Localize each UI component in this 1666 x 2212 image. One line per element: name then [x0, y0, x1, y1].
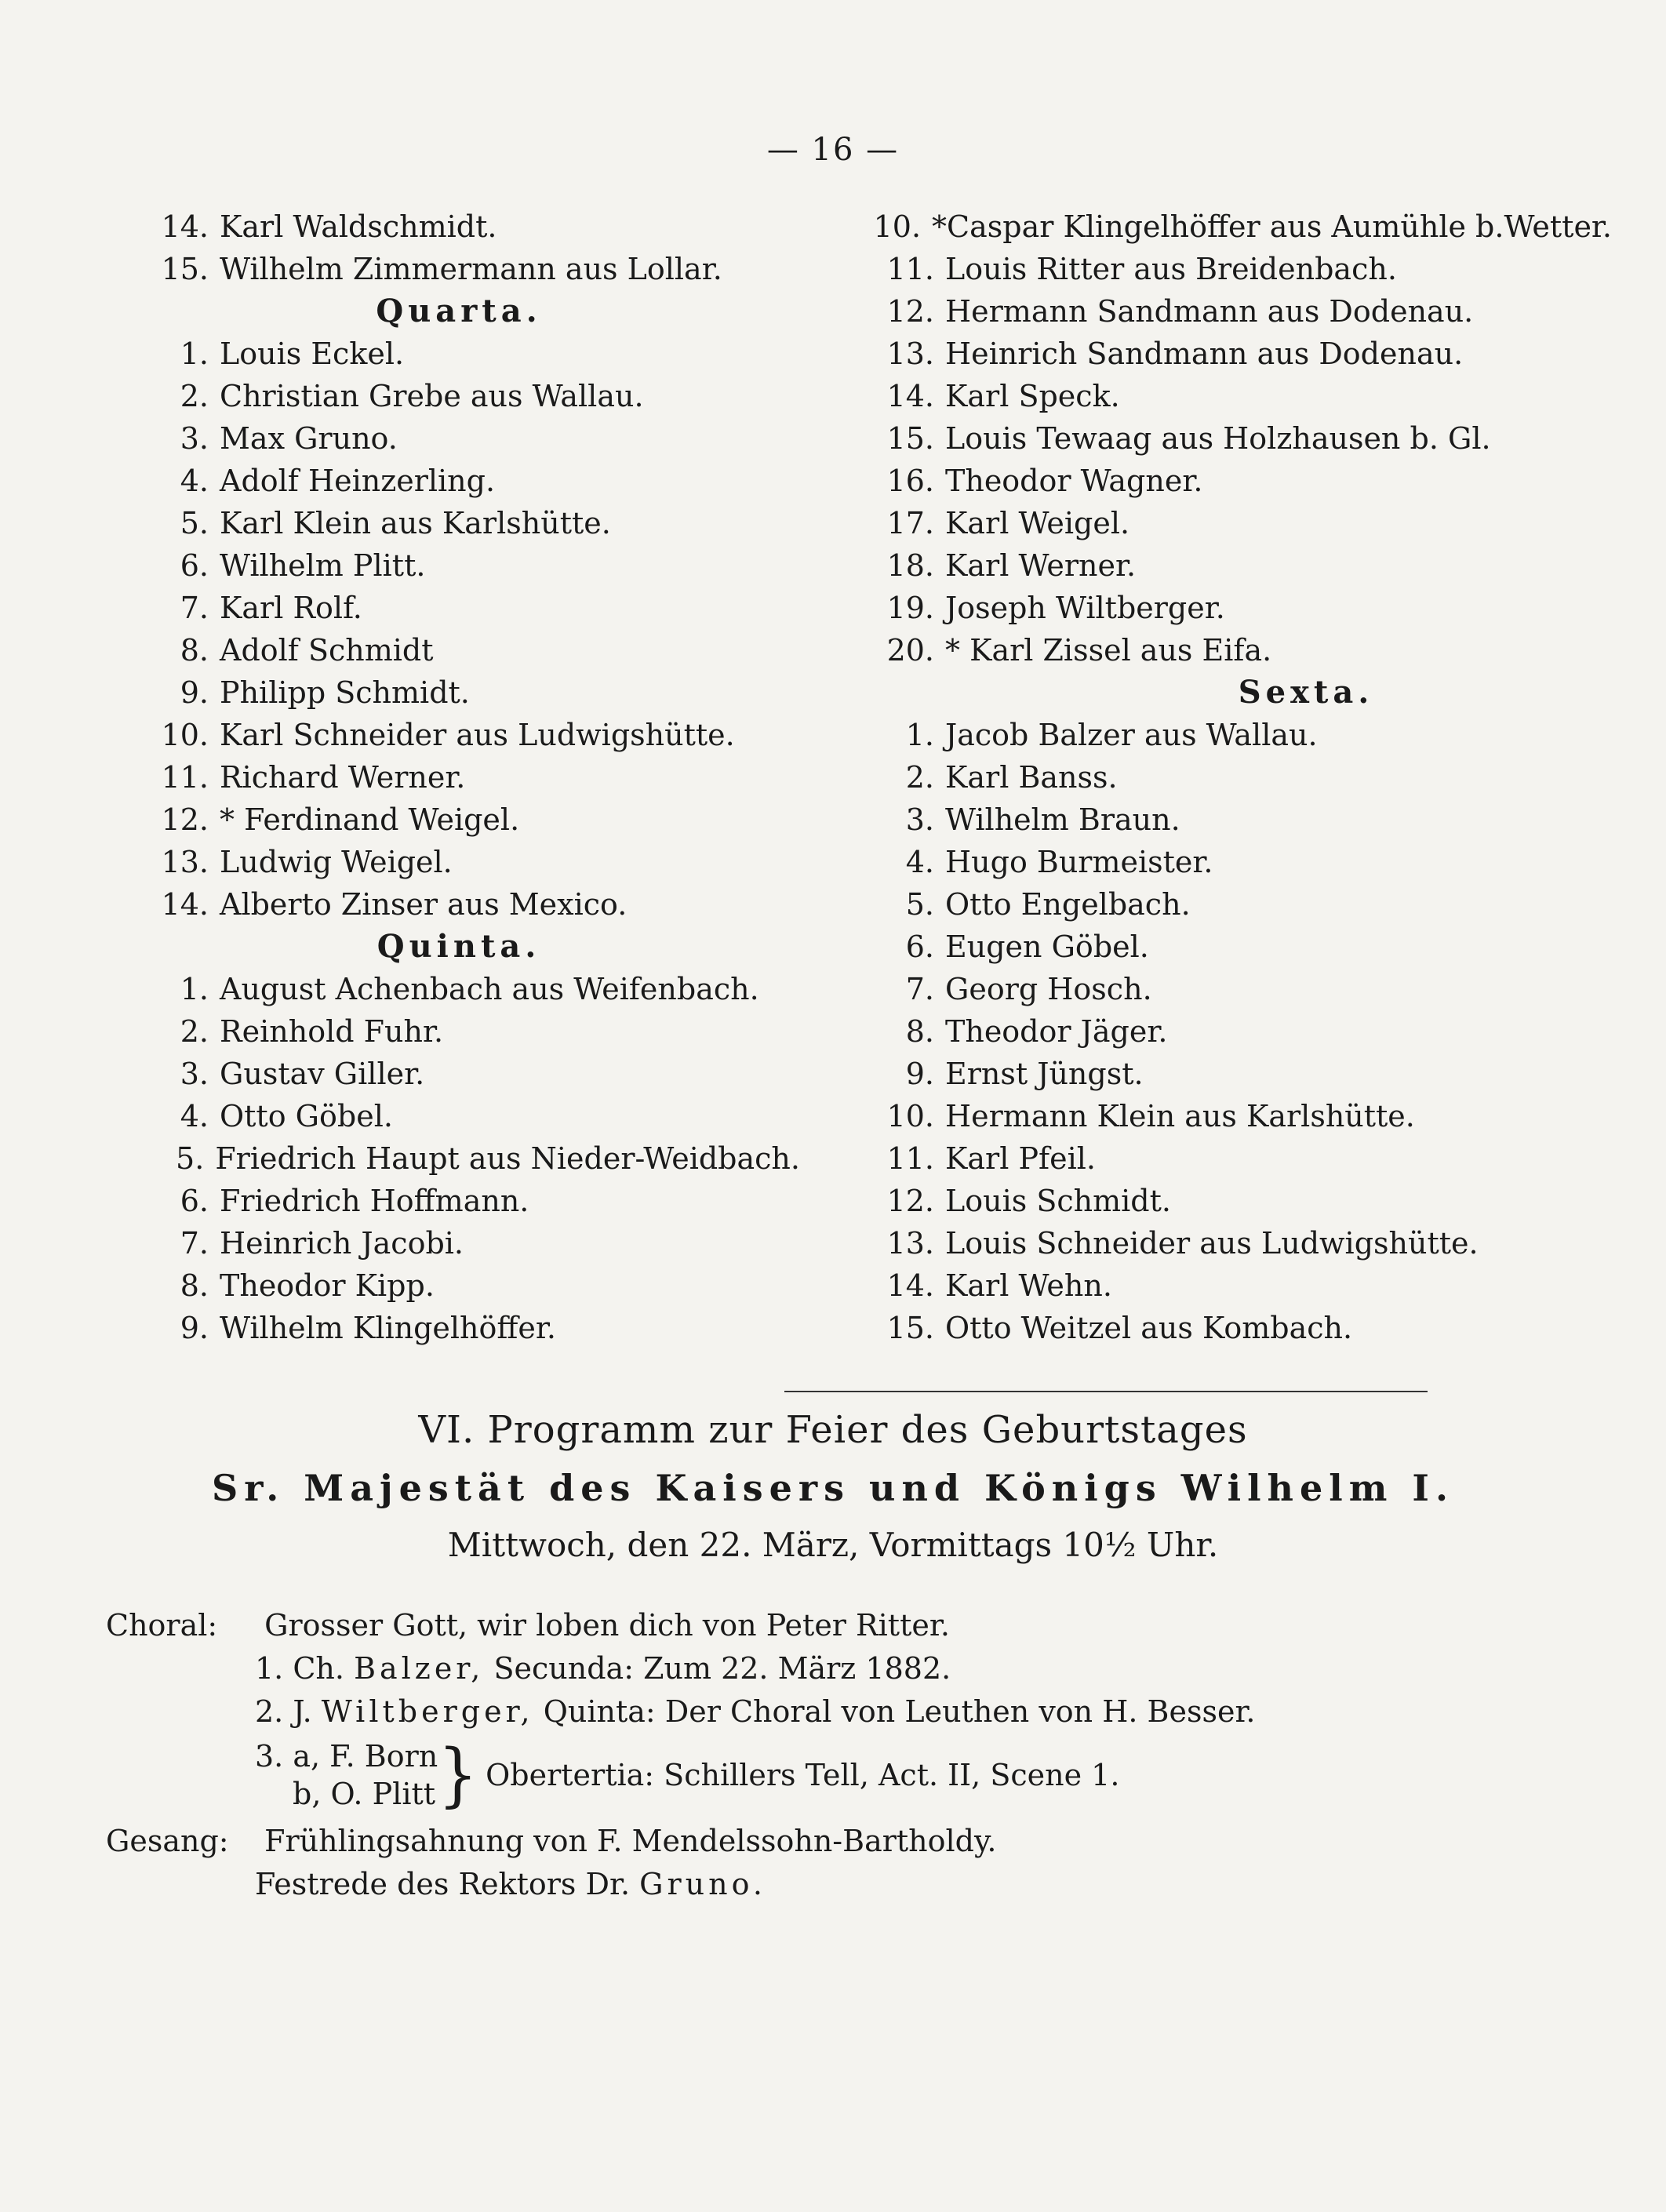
quarta-heading: Quarta. [376, 293, 542, 329]
list-item [859, 1095, 1612, 1137]
sexta-list [859, 714, 1612, 1349]
item3-b-prefix: b, O. [293, 1777, 363, 1811]
festrede-line [255, 1867, 766, 1901]
item-number: 13. [886, 1226, 934, 1261]
item-name: Eugen Göbel. [945, 930, 1149, 964]
item-number: 20. [886, 633, 934, 668]
item-name: Louis Schneider aus Ludwigshütte. [945, 1226, 1479, 1261]
item-number: 11. [886, 252, 934, 286]
divider-rule [784, 1391, 1428, 1392]
item-number: 5. [180, 506, 209, 540]
choral-text: Grosser Gott, wir loben dich von Peter Ritter. [264, 1608, 950, 1643]
majesty-line: Sr. Majestät des Kaisers und Königs Wilhelm I. [212, 1467, 1454, 1509]
left-column [118, 206, 800, 1349]
item-name: Karl Schneider aus Ludwigshütte. [220, 718, 735, 752]
item-number: 12. [161, 802, 209, 837]
item-number: 2. [905, 760, 934, 795]
list-item [118, 544, 800, 587]
list-item [859, 460, 1612, 502]
item-number: 6. [180, 1184, 209, 1218]
list-item [859, 1264, 1612, 1307]
list-item [859, 248, 1612, 290]
list-item [118, 714, 800, 756]
item-name: *Caspar Klingelhöffer aus Aumühle b.Wetter. [932, 209, 1612, 244]
item-name: Wilhelm Braun. [945, 802, 1180, 837]
list-item [118, 841, 800, 883]
item-number: 7. [905, 972, 934, 1006]
item-number: 3. [905, 802, 934, 837]
list-item [859, 714, 1612, 756]
item-number: 8. [180, 633, 209, 668]
list-item [859, 629, 1612, 671]
item-number: 18. [886, 548, 934, 583]
item-name: August Achenbach aus Weifenbach. [220, 972, 759, 1006]
item-number: 10. [161, 718, 209, 752]
right-top-list [859, 206, 1612, 671]
item-name: Hugo Burmeister. [945, 845, 1213, 879]
item-number: 16. [886, 464, 934, 498]
quinta-heading: Quinta. [376, 928, 541, 965]
item-number: 15. [886, 1311, 934, 1345]
item-name: Otto Weitzel aus Kombach. [945, 1311, 1353, 1345]
list-item [118, 629, 800, 671]
list-item [859, 544, 1612, 587]
list-item [118, 375, 800, 417]
item-number: 5. [176, 1141, 205, 1176]
item2-name: Wiltberger, [321, 1694, 534, 1729]
item-name: Reinhold Fuhr. [220, 1014, 444, 1049]
item-name: Hermann Klein aus Karlshütte. [945, 1099, 1415, 1133]
list-item [118, 333, 800, 375]
program-section-title: VI. Programm zur Feier des Geburtstages [418, 1408, 1248, 1452]
item-number: 10. [873, 209, 922, 244]
item3-b-name: Plitt [372, 1777, 436, 1811]
list-item [118, 460, 800, 502]
item-number: 9. [905, 1057, 934, 1091]
item-name: Friedrich Hoffmann. [220, 1184, 529, 1218]
item-number: 14. [161, 887, 209, 922]
list-item [859, 1222, 1612, 1264]
date-line: Mittwoch, den 22. März, Vormittags 10½ Uhr. [447, 1526, 1219, 1564]
list-item [118, 206, 800, 248]
item-number: 5. [905, 887, 934, 922]
item-name: Karl Klein aus Karlshütte. [220, 506, 611, 540]
item-name: Karl Speck. [945, 379, 1120, 413]
list-item [118, 1180, 800, 1222]
program-item-3 [255, 1734, 1120, 1815]
item-number: 4. [905, 845, 934, 879]
quinta-list [118, 968, 800, 1349]
list-item [859, 206, 1612, 248]
item-number: 1. [180, 972, 209, 1006]
item-number: 6. [180, 548, 209, 583]
item-name: Theodor Jäger. [945, 1014, 1168, 1049]
item-name: Ludwig Weigel. [220, 845, 453, 879]
right-column [859, 206, 1612, 1349]
list-item [859, 375, 1612, 417]
item-name: * Karl Zissel aus Eifa. [945, 633, 1272, 668]
item-name: Max Gruno. [220, 421, 398, 456]
item-name: Karl Waldschmidt. [220, 209, 497, 244]
list-item [859, 1307, 1612, 1349]
item-number: 11. [161, 760, 209, 795]
item-number: 3. [180, 1057, 209, 1091]
list-item [859, 926, 1612, 968]
list-item [118, 502, 800, 544]
item-number: 4. [180, 464, 209, 498]
gesang-text: Frühlingsahnung von F. Mendelssohn-Bartholdy. [264, 1824, 997, 1858]
gesang-line [106, 1824, 997, 1858]
item-name: Hermann Sandmann aus Dodenau. [945, 294, 1474, 329]
item-number: 10. [886, 1099, 934, 1133]
list-item [859, 587, 1612, 629]
list-item [859, 1010, 1612, 1053]
item1-prefix: 1. Ch. [255, 1651, 344, 1686]
item-name: Louis Schmidt. [945, 1184, 1171, 1218]
brace-icon: } [438, 1734, 478, 1815]
item-name: Otto Göbel. [220, 1099, 393, 1133]
left-top-list [118, 206, 800, 290]
item-number: 14. [886, 1268, 934, 1303]
item-name: Karl Werner. [945, 548, 1137, 583]
list-item [859, 1180, 1612, 1222]
list-item [859, 841, 1612, 883]
list-item [118, 1010, 800, 1053]
item-name: Wilhelm Plitt. [220, 548, 426, 583]
item-name: Georg Hosch. [945, 972, 1152, 1006]
list-item [118, 883, 800, 926]
item-name: Joseph Wiltberger. [945, 591, 1225, 625]
item-number: 15. [161, 252, 209, 286]
item-name: Gustav Giller. [220, 1057, 425, 1091]
choral-label: Choral: [106, 1608, 218, 1643]
item-name: Heinrich Jacobi. [220, 1226, 464, 1261]
item-name: Wilhelm Zimmermann aus Lollar. [220, 252, 722, 286]
item3-a-prefix: 3. a, F. [255, 1739, 355, 1774]
list-item [859, 502, 1612, 544]
item-number: 9. [180, 675, 209, 710]
item-name: Karl Weigel. [945, 506, 1130, 540]
list-item [859, 1053, 1612, 1095]
list-item [859, 333, 1612, 375]
item-number: 7. [180, 591, 209, 625]
sexta-heading: Sexta. [1238, 674, 1374, 711]
list-item [118, 671, 800, 714]
list-item [859, 968, 1612, 1010]
festrede-prefix: Festrede des Rektors Dr. [255, 1867, 631, 1901]
item-name: Karl Pfeil. [945, 1141, 1096, 1176]
item1-name: Balzer, [354, 1651, 485, 1686]
item-number: 12. [886, 1184, 934, 1218]
item-name: Friedrich Haupt aus Nieder-Weidbach. [215, 1141, 800, 1176]
list-item [859, 883, 1612, 926]
item-name: Adolf Heinzerling. [220, 464, 496, 498]
list-item [859, 417, 1612, 460]
list-item [118, 1095, 800, 1137]
item-name: Karl Banss. [945, 760, 1118, 795]
item-number: 7. [180, 1226, 209, 1261]
item-number: 6. [905, 930, 934, 964]
list-item [118, 1264, 800, 1307]
item-number: 1. [905, 718, 934, 752]
item-number: 15. [886, 421, 934, 456]
list-item [118, 799, 800, 841]
list-item [118, 756, 800, 799]
item-number: 19. [886, 591, 934, 625]
list-item [118, 1307, 800, 1349]
quarta-list [118, 333, 800, 926]
item-name: Karl Rolf. [220, 591, 362, 625]
item-number: 14. [161, 209, 209, 244]
item-name: Louis Ritter aus Breidenbach. [945, 252, 1397, 286]
item-name: Wilhelm Klingelhöffer. [220, 1311, 556, 1345]
list-item [118, 587, 800, 629]
item-number: 17. [886, 506, 934, 540]
item-name: Alberto Zinser aus Mexico. [220, 887, 627, 922]
item-name: Heinrich Sandmann aus Dodenau. [945, 337, 1464, 371]
item-number: 11. [886, 1141, 934, 1176]
item-name: Christian Grebe aus Wallau. [220, 379, 644, 413]
item-number: 2. [180, 379, 209, 413]
list-item [118, 1222, 800, 1264]
program-item-1 [255, 1651, 951, 1686]
item-name: Theodor Kipp. [220, 1268, 435, 1303]
list-item [118, 1137, 800, 1180]
list-item [859, 799, 1612, 841]
list-item [118, 1053, 800, 1095]
item-name: * Ferdinand Weigel. [220, 802, 520, 837]
item-number: 1. [180, 337, 209, 371]
item-name: Richard Werner. [220, 760, 466, 795]
item-number: 9. [180, 1311, 209, 1345]
choral-line [106, 1608, 950, 1643]
list-item [859, 290, 1612, 333]
item-number: 13. [161, 845, 209, 879]
item-name: Theodor Wagner. [945, 464, 1203, 498]
item-number: 14. [886, 379, 934, 413]
item-name: Jacob Balzer aus Wallau. [945, 718, 1318, 752]
program-item-2 [255, 1694, 1256, 1729]
item-name: Otto Engelbach. [945, 887, 1191, 922]
list-item [859, 1137, 1612, 1180]
item-number: 8. [180, 1268, 209, 1303]
list-item [118, 417, 800, 460]
list-item [118, 248, 800, 290]
item3-a-name: Born [364, 1739, 438, 1774]
item-name: Karl Wehn. [945, 1268, 1112, 1303]
item-number: 3. [180, 421, 209, 456]
list-item [859, 756, 1612, 799]
item-number: 8. [905, 1014, 934, 1049]
item1-rest: Secunda: Zum 22. März 1882. [493, 1651, 951, 1686]
item-name: Louis Tewaag aus Holzhausen b. Gl. [945, 421, 1491, 456]
festrede-name: Gruno. [639, 1867, 766, 1901]
item-number: 12. [886, 294, 934, 329]
item2-rest: Quinta: Der Choral von Leuthen von H. Besser. [543, 1694, 1256, 1729]
item-number: 2. [180, 1014, 209, 1049]
page-number: — 16 — [766, 132, 900, 168]
item-number: 4. [180, 1099, 209, 1133]
item3-rest: Obertertia: Schillers Tell, Act. II, Scene 1. [486, 1758, 1120, 1792]
list-item [118, 968, 800, 1010]
item3-performers [255, 1737, 438, 1813]
item2-prefix: 2. J. [255, 1694, 312, 1729]
item-name: Louis Eckel. [220, 337, 405, 371]
item-name: Adolf Schmidt [220, 633, 434, 668]
gesang-label: Gesang: [106, 1824, 229, 1858]
item-number: 13. [886, 337, 934, 371]
item-name: Philipp Schmidt. [220, 675, 470, 710]
item-name: Ernst Jüngst. [945, 1057, 1144, 1091]
